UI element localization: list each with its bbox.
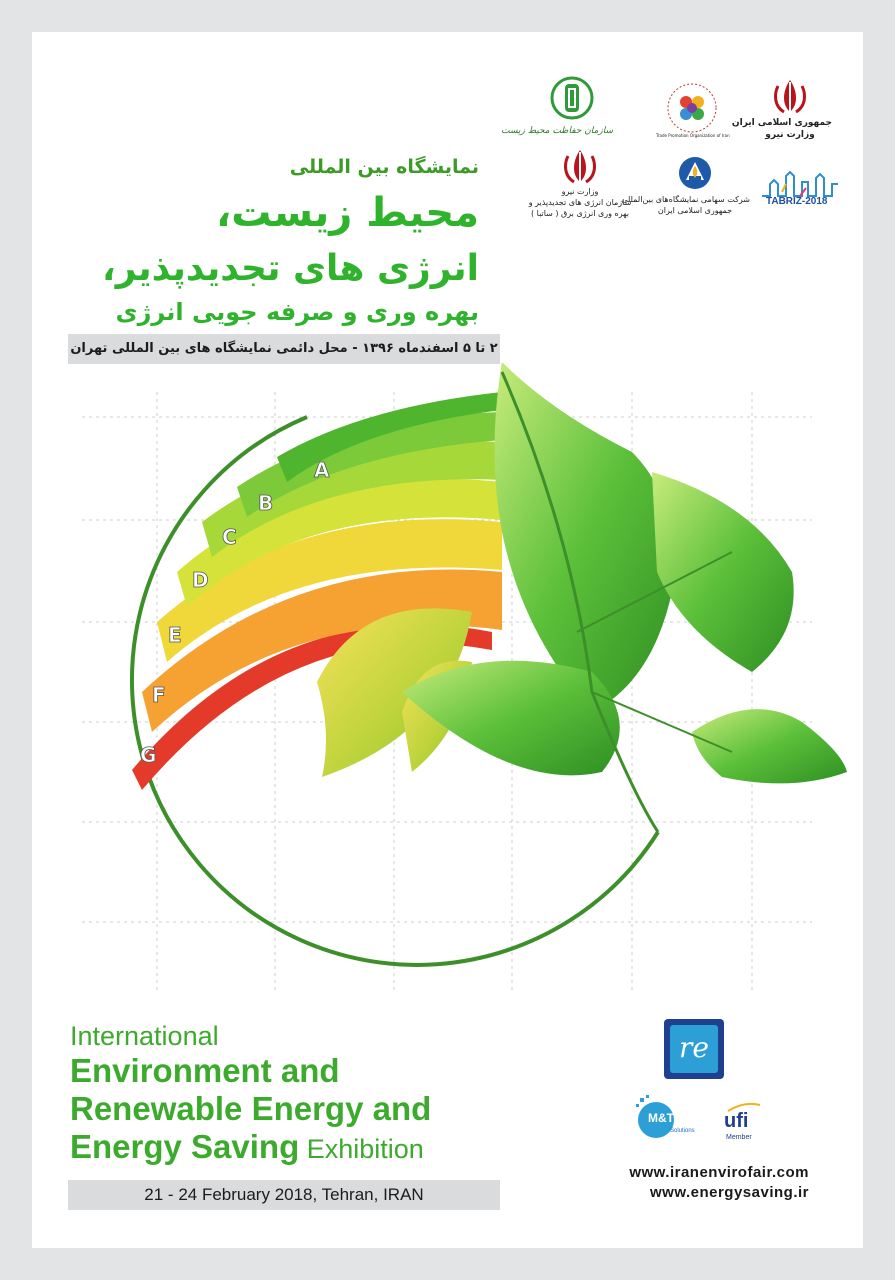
fa-subtitle: نمایشگاه بین المللی [289,156,479,178]
en-title-line-4-main: Energy Saving [70,1128,300,1165]
leaf-green-right [652,472,794,672]
ufi-label: ufi [724,1110,749,1132]
mt-sub-label: Solutions [670,1128,695,1134]
iran-fair-caption-2: جمهوری اسلامی ایران [657,206,733,215]
rating-D: D [192,568,209,592]
leaf-green-top [495,362,674,712]
en-date-location: 21 - 24 February 2018, Tehran, IRAN [68,1180,500,1210]
tabriz-2018-label: TABRIZ-2018 [766,196,828,207]
fa-date-venue: ۲ تا ۵ اسفندماه ۱۳۹۶ - محل دائمی نمایشگاه های بین المللی تهران [68,334,500,364]
website-url-1[interactable]: www.iranenvirofair.com [629,1164,809,1181]
website-url-2[interactable]: www.energysaving.ir [650,1184,809,1201]
rating-F: F [152,683,166,707]
mt-label: M&T [648,1111,674,1125]
re-logo-label: re [670,1025,718,1073]
ufi-member-label: Member [726,1134,752,1141]
iran-fair-caption-1: شرکت سهامی نمایشگاه‌های بین‌المللی [621,195,750,204]
leaf-green-far-right [692,709,847,783]
ministry-mid-caption-3: بهره وری انرژی برق ( ساتبا ) [530,209,630,218]
ufi-logo [724,1098,764,1142]
en-title-line-3: Renewable Energy and [70,1090,432,1127]
fa-title-line-2: انرژی های تجدیدپذیر، [102,248,479,289]
en-title-line-2: Environment and [70,1052,340,1089]
rating-G: G [140,743,157,767]
rating-E: E [168,623,182,647]
rating-C: C [222,525,237,549]
poster [32,32,863,1248]
re-logo [664,1019,724,1079]
mt-solutions-logo [632,1094,722,1144]
english-title-block [70,1020,590,1168]
rating-A: A [314,458,330,482]
ministry-top-caption-1: جمهوری اسلامی ایران [731,118,832,128]
ministry-mid-caption-2: سازمان انرژی های تجدیدپذیر و [528,198,632,207]
mt-solutions-emblem [632,1094,722,1144]
en-title-line-4 [70,1128,590,1168]
rating-B: B [258,491,274,515]
en-title-line-4-suffix: Exhibition [299,1134,424,1164]
fa-title-line-3: بهره وری و صرفه جویی انرژی [115,298,479,326]
env-org-caption: سازمان حفاظت محیط زیست [501,126,613,136]
en-title-line-1: International [70,1021,219,1051]
fa-title-line-1: محیط زیست، [216,190,479,236]
ministry-top-caption-2: وزارت نیرو [765,130,815,140]
ministry-mid-caption-1: وزارت نیرو [561,187,599,196]
leaf-green-bottom [402,661,620,776]
trade-org-caption: Trade Promotion Organization of Iran [656,133,730,138]
